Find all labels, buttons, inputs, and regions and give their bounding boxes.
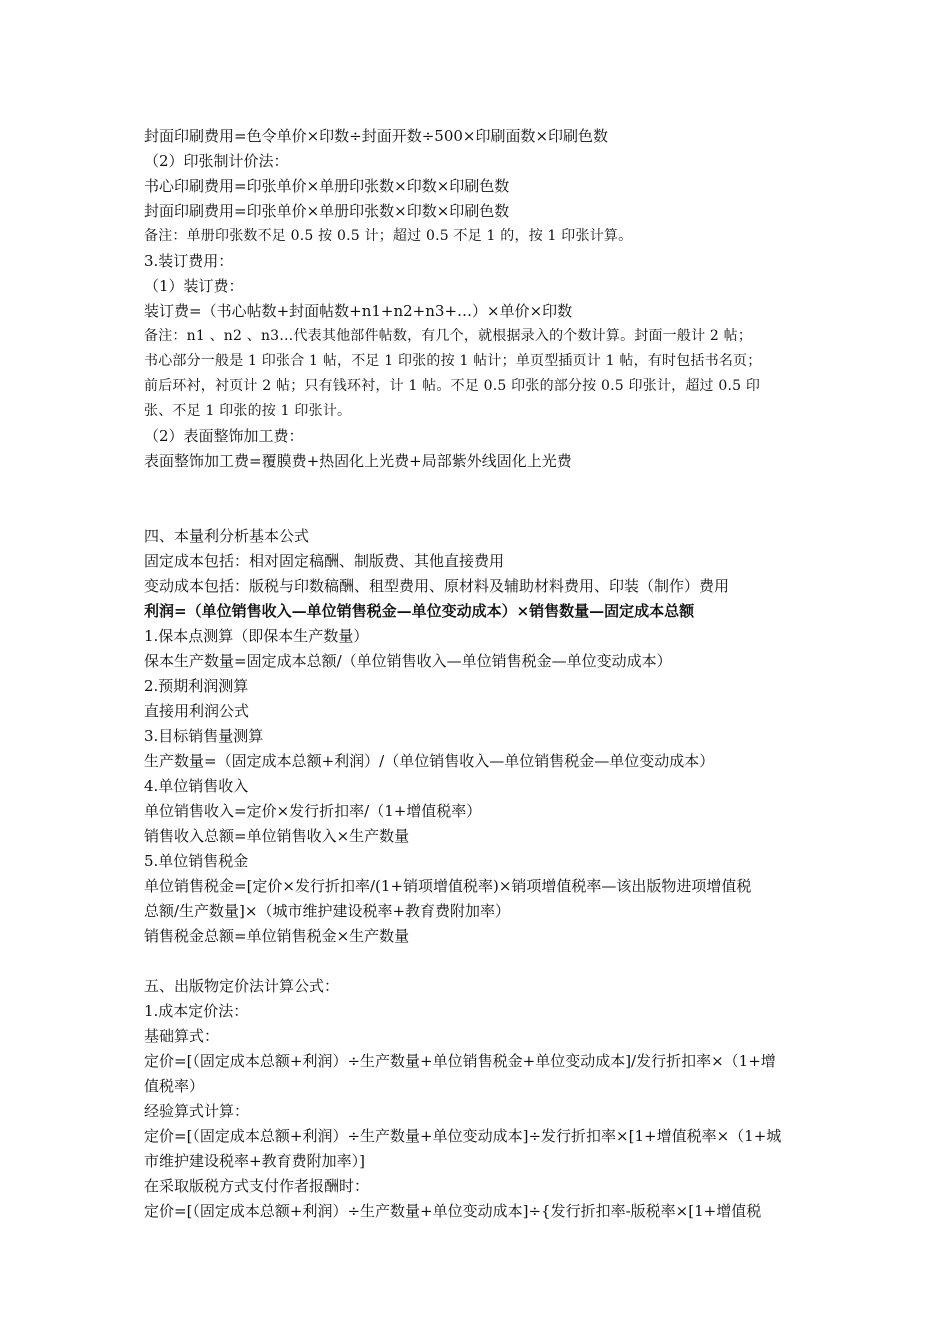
section-heading: 1.保本点测算（即保本生产数量） (144, 627, 369, 645)
text-line: 保本生产数量=固定成本总额/（单位销售收入—单位销售税金—单位变动成本） (144, 652, 672, 670)
bold-formula-line: 利润=（单位销售收入—单位销售税金—单位变动成本）×销售数量—固定成本总额 (144, 602, 695, 620)
section-heading: （2）表面整饰加工费： (144, 427, 304, 445)
text-line: 直接用利润公式 (144, 702, 250, 720)
text-line: 销售收入总额=单位销售收入×生产数量 (144, 827, 410, 845)
note-line: 书心部分一般是 1 印张合 1 帖，不足 1 印张的按 1 帖计；单页型插页计 1 帖，有时包括书名页； (144, 353, 762, 369)
blank-line (144, 474, 812, 499)
blank-line (144, 499, 812, 524)
section-heading: 3.装订费用： (144, 252, 234, 270)
text-line: 单位销售税金=[定价×发行折扣率/(1+销项增值税率)×销项增值税率—该出版物进项增值税 (144, 877, 752, 895)
text-line: 市维护建设税率+教育费附加率）] (144, 1152, 365, 1170)
section-heading: 1.成本定价法： (144, 1002, 249, 1020)
text-line: 总额/生产数量]×（城市维护建设税率+教育费附加率） (144, 902, 511, 920)
text-line: 单位销售收入=定价×发行折扣率/（1+增值税率） (144, 802, 482, 820)
section-heading: 3.目标销售量测算 (144, 727, 264, 745)
text-line: 装订费=（书心帖数+封面帖数+n1+n2+n3+…）×单价×印数 (144, 302, 573, 320)
chapter-heading: 四、本量利分析基本公式 (144, 527, 310, 545)
section-heading: （1）装订费： (144, 277, 244, 295)
text-line: 封面印刷费用=色令单价×印数÷封面开数÷500×印刷面数×印刷色数 (144, 127, 609, 145)
note-line: 前后环衬，衬页计 2 帖；只有钱环衬，计 1 帖。不足 0.5 印张的部分按 0.5 印张计，超过 0.5 印 (144, 378, 761, 394)
section-heading: 5.单位销售税金 (144, 852, 249, 870)
text-line: 表面整饰加工费=覆膜费+热固化上光费+局部紫外线固化上光费 (144, 452, 572, 470)
text-line: 基础算式： (144, 1027, 220, 1045)
text-line: 经验算式计算： (144, 1102, 250, 1120)
text-line: 定价=[（固定成本总额+利润）÷生产数量+单位变动成本]÷发行折扣率×[1+增值税率×（1+城 (144, 1127, 782, 1145)
text-line: 在采取版税方式支付作者报酬时： (144, 1177, 370, 1195)
text-line: 封面印刷费用=印张单价×单册印张数×印数×印刷色数 (144, 202, 510, 220)
section-heading: 4.单位销售收入 (144, 777, 249, 795)
document-page (144, 124, 812, 1224)
text-line: 变动成本包括：版税与印数稿酬、租型费用、原材料及辅助材料费用、印装（制作）费用 (144, 577, 730, 595)
note-line: 备注：n1 、n2 、n3…代表其他部件帖数，有几个，就根据录入的个数计算。封面一般计 2 帖； (144, 328, 753, 344)
text-line: 销售税金总额=单位销售税金×生产数量 (144, 927, 410, 945)
note-line: 备注：单册印张数不足 0.5 按 0.5 计；超过 0.5 不足 1 的，按 1 印张计算。 (144, 228, 633, 244)
blank-line (144, 949, 812, 974)
text-line: 定价=[（固定成本总额+利润）÷生产数量+单位销售税金+单位变动成本]/发行折扣率×（1+增 (144, 1052, 776, 1070)
note-line: 张、不足 1 印张的按 1 印张计。 (144, 403, 352, 419)
chapter-heading: 五、出版物定价法计算公式： (144, 977, 340, 995)
text-line: 固定成本包括：相对固定稿酬、制版费、其他直接费用 (144, 552, 505, 570)
section-heading: 2.预期利润测算 (144, 677, 249, 695)
text-line: 定价=[（固定成本总额+利润）÷生产数量+单位变动成本]÷{发行折扣率-版税率×[1+增值税 (144, 1202, 762, 1220)
text-line: 书心印刷费用=印张单价×单册印张数×印数×印刷色数 (144, 177, 510, 195)
text-line: 生产数量=（固定成本总额+利润）/（单位销售收入—单位销售税金—单位变动成本） (144, 752, 715, 770)
text-line: 值税率） (144, 1077, 205, 1095)
section-heading: （2）印张制计价法： (144, 152, 289, 170)
